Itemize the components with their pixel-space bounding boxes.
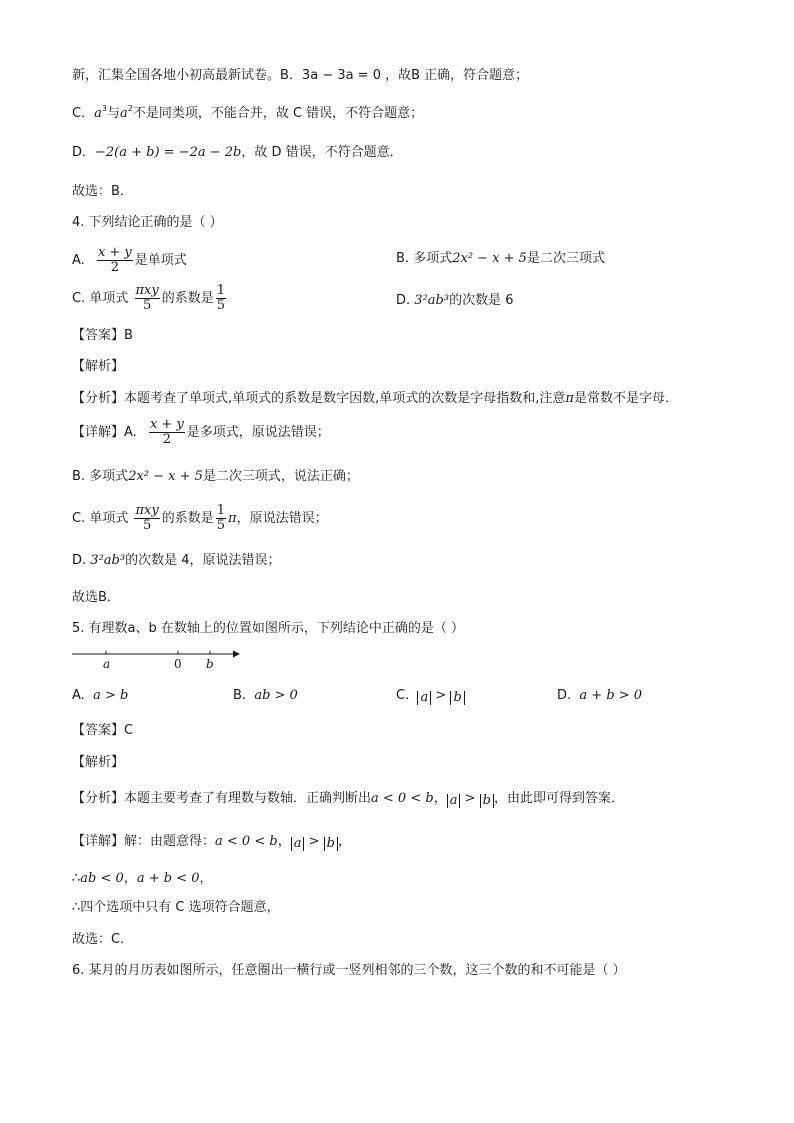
q4-detail-b: B. 多项式2x² − x + 5是二次三项式，说法正确； [72, 469, 359, 484]
q5-detail: 【详解】解：由题意得：a < 0 < b， a > b ， [72, 834, 351, 851]
q4-answer: 【答案】B [72, 328, 133, 343]
q4-fenxi: 【分析】本题考查了单项式,单项式的系数是数字因数,单项式的次数是字母指数和,注意π是常数不是字母． [72, 391, 678, 406]
q5-stem: 5. 有理数a、b 在数轴上的位置如图所示，下列结论中正确的是（ ） [72, 621, 465, 636]
axis-label-b: b [206, 657, 214, 671]
q4-detail-a: 【详解】A. $\frac{x + y}{2}$ 是多项式，原说法错误； [72, 417, 330, 447]
q5-fenxi: 【分析】本题主要考查了有理数与数轴．正确判断出a < 0 < b， a > b ，由此即可得到答案． [72, 791, 624, 808]
q4-option-c: C. 单项式 $\frac{\text{πxy}}{5}$ 的系数是 $\frac{1}{5}$ [72, 283, 226, 313]
q4-stem: 4. 下列结论正确的是（ ） [72, 215, 223, 230]
q4-select: 故选B． [72, 590, 120, 605]
prev-line-c: C．$a^3$与$a^2$不是同类项，不能合并，故 C 错误，不符合题意； [72, 104, 424, 121]
q5-option-a: A. a > b [72, 688, 129, 703]
q5-answer: 【答案】C [72, 723, 134, 738]
number-line-figure [70, 646, 242, 672]
prev-select: 故选：B． [72, 184, 133, 199]
q4-analysis-heading: 【解析】 [72, 359, 125, 374]
axis-label-zero: 0 [174, 657, 182, 671]
prev-line-d: D．−2(a + b) = −2a − 2b，故 D 错误，不符合题意． [72, 145, 403, 160]
prev-line-1: 新，汇集全国各地小初高最新试卷。B．3a − 3a = 0 ，故B 正确，符合题意； [72, 68, 529, 83]
q5-therefore-2: ∴四个选项中只有 C 选项符合题意， [72, 900, 280, 915]
q5-option-d: D. a + b > 0 [557, 688, 643, 703]
q6-stem: 6. 某月的月历表如图所示，任意圈出一横行或一竖列相邻的三个数，这三个数的和不可能是（ ） [72, 963, 626, 978]
q5-analysis-heading: 【解析】 [72, 755, 125, 770]
q4-option-a: A. $\frac{x + y}{2}$ 是单项式 [72, 245, 187, 275]
q5-option-c: C. a > b [396, 687, 465, 705]
q4-detail-d: D. 3²ab³的次数是 4，原说法错误； [72, 553, 281, 568]
axis-label-a: a [103, 657, 111, 671]
q5-therefore-1: ∴ab < 0，a + b < 0， [72, 871, 213, 886]
q5-select: 故选：C． [72, 932, 134, 947]
q5-option-b: B. ab > 0 [233, 688, 298, 703]
q4-option-d: D. 3²ab³的次数是 6 [396, 293, 514, 308]
number-line-arrow [233, 651, 240, 658]
q4-detail-c: C. 单项式 $\frac{\text{πxy}}{5}$ 的系数是 $\frac{1}{5}$ π，原说法错误； [72, 503, 328, 533]
q4-option-b: B. 多项式2x² − x + 5是二次三项式 [396, 251, 605, 266]
